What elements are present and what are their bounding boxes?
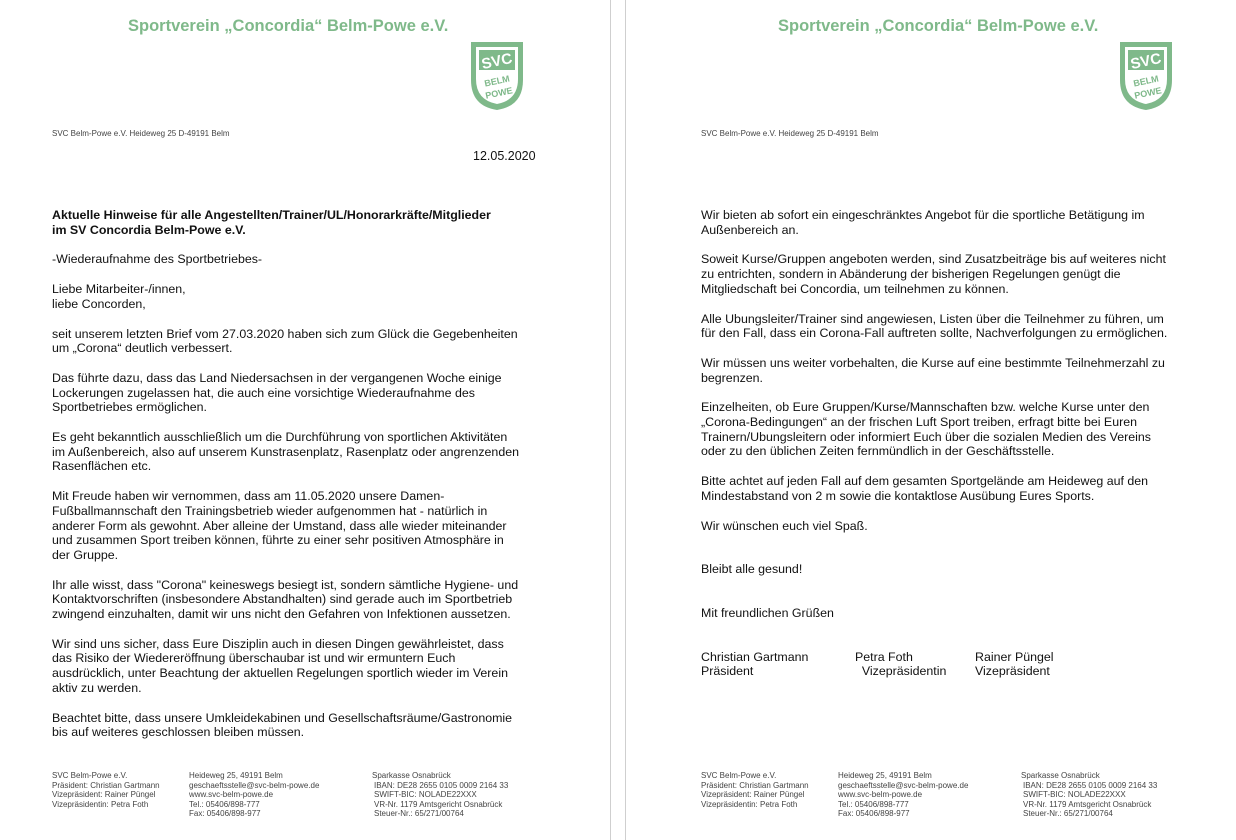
footer-line: Heideweg 25, 49191 Belm — [838, 771, 932, 780]
svg-text:POWE: POWE — [484, 85, 514, 101]
paragraph: Soweit Kurse/Gruppen angeboten werden, sind Zusatzbeiträge bis auf weiteres nicht zu entrichten, sondern in Abänderung der bisherigen Regelungen genügt die Mitgliedschaft bei Concordia, um teilnehmen zu können. — [701, 252, 1166, 296]
footer-bank-info — [372, 771, 508, 819]
signature-role: Vizepräsidentin — [855, 664, 947, 679]
footer-email[interactable]: geschaeftsstelle@svc-belm-powe.de — [189, 780, 320, 790]
paragraph: Bitte achtet auf jeden Fall auf dem gesamten Sportgelände am Heideweg auf den Mindestabstand von 2 m sowie die kontaktlose Ausübung Eures Sports. — [701, 474, 1149, 503]
paragraph: Wir sind uns sicher, dass Eure Disziplin auch in diesen Dingen gewährleistet, dass das Risiko der Wiedereröffnung überschaubar ist und wir ermuntern Euch ausdrücklich, unter Beachtung der aktuellen Regelungen sportlich wieder im Verein aktiv zu werden. — [52, 636, 508, 695]
closing-line: Bleibt alle gesund! — [701, 562, 803, 577]
footer-line: Vizepräsidentin: Petra Foth — [52, 799, 149, 809]
paragraph: Mit Freude haben wir vernommen, dass am 11.05.2020 unsere Damen- Fußballmannschaft den Trainingsbetrieb wieder aufgenommen hat - natürlich in anderer Form als gewohnt. Aber alleine der Umstand, dass alle wieder miteinander und zusammen Sport treiben können, führte zu einer sehr positiven Atmosphäre in der Gruppe. — [52, 489, 507, 562]
footer-line: Vizepräsident: Rainer Püngel — [701, 790, 805, 799]
signature-name: Petra Foth — [855, 649, 913, 664]
paragraph: Es geht bekanntlich ausschließlich um die Durchführung von sportlichen Aktivitäten im Außenbereich, also auf unserem Kunstrasenplatz, Rasenplatz oder angrenzenden Rasenflächen etc. — [52, 430, 519, 474]
svg-text:SVC: SVC — [480, 49, 514, 74]
page-separator — [610, 0, 626, 840]
salutation: Liebe Mitarbeiter-/innen, liebe Concorden, — [52, 282, 186, 311]
signature — [701, 650, 855, 679]
footer-line: Präsident: Christian Gartmann — [701, 780, 809, 790]
letter-page-2 — [626, 0, 1236, 840]
paragraph: seit unserem letzten Brief vom 27.03.2020 haben sich zum Glück die Gegebenheiten um „Corona“ deutlich verbessert. — [52, 326, 518, 356]
sender-address-line: SVC Belm-Powe e.V. Heideweg 25 D-49191 Belm — [52, 129, 230, 138]
signature-role: Vizepräsident — [975, 664, 1050, 679]
paragraph: Alle Ubungsleiter/Trainer sind angewiesen, Listen über die Teilnehmer zu führen, um für den Fall, dass ein Corona-Fall auftreten sollte, Nachverfolgungen zu ermöglichen. — [701, 311, 1168, 341]
paragraph: Wir wünschen euch viel Spaß. — [701, 518, 868, 533]
club-title: Sportverein „Concordia“ Belm-Powe e.V. — [778, 17, 1099, 35]
paragraph: Das führte dazu, dass das Land Niedersachsen in der vergangenen Woche einige Lockerungen zugelassen hat, die auch eine vorsichtige Wiederaufnahme des Sportbetriebes ermöglichen. — [52, 370, 502, 415]
paragraph: -Wiederaufnahme des Sportbetriebes- — [52, 252, 263, 267]
svg-text:POWE: POWE — [1133, 85, 1163, 101]
paragraph: Wir bieten ab sofort ein eingeschränktes Angebot für die sportliche Betätigung im Außenbereich an. — [701, 208, 1145, 237]
signature-name: Christian Gartmann — [701, 649, 809, 664]
footer-bank-info — [1021, 771, 1157, 819]
footer-line: Vizepräsidentin: Petra Foth — [701, 799, 798, 809]
footer-line: SWIFT-BIC: NOLADE22XXX — [1023, 790, 1126, 799]
closing-greeting: Mit freundlichen Grüßen — [701, 605, 834, 620]
footer-line: Fax: 05406/898-977 — [838, 809, 910, 818]
footer-line: SWIFT-BIC: NOLADE22XXX — [374, 790, 477, 799]
footer-line: IBAN: DE28 2655 0105 0009 2164 33 — [1023, 780, 1158, 790]
letter-date: 12.05.2020 — [473, 149, 536, 163]
footer-line: Steuer-Nr.: 65/271/00764 — [374, 809, 464, 818]
footer-club-info — [52, 771, 160, 809]
club-logo-icon — [467, 36, 527, 112]
footer-line: IBAN: DE28 2655 0105 0009 2164 33 — [374, 780, 509, 790]
footer-line: VR-Nr. 1179 Amtsgericht Osnabrück — [374, 799, 503, 809]
footer-line: Tel.: 05406/898-777 — [189, 799, 260, 809]
footer-line: Steuer-Nr.: 65/271/00764 — [1023, 809, 1113, 818]
footer-line: Tel.: 05406/898-777 — [838, 799, 909, 809]
footer-contact-info — [838, 771, 968, 819]
footer-website[interactable]: www.svc-belm-powe.de — [838, 790, 923, 799]
letter-page-1 — [0, 0, 610, 840]
footer-website[interactable]: www.svc-belm-powe.de — [189, 790, 274, 799]
signature-role: Präsident — [701, 664, 754, 679]
paragraph: Ihr alle wisst, dass "Corona" keineswegs besiegt ist, sondern sämtliche Hygiene- und Kontaktvorschriften (insbesondere Abstandhalten) sind gerade auch im Sportbetrieb zwingend einzuhalten, damit wir uns nicht den Gefahren von Infektionen aussetzen. — [52, 577, 519, 622]
letter-subject: Aktuelle Hinweise für alle Angestellten/Trainer/UL/Honorarkräfte/Mitglieder im SV Concordia Belm-Powe e.V. — [52, 208, 491, 237]
club-title: Sportverein „Concordia“ Belm-Powe e.V. — [128, 17, 449, 35]
footer-line: Sparkasse Osnabrück — [372, 771, 451, 780]
signature-block — [701, 650, 1206, 679]
sender-address-line: SVC Belm-Powe e.V. Heideweg 25 D-49191 Belm — [701, 129, 879, 138]
footer-club-info — [701, 771, 809, 809]
footer-contact-info — [189, 771, 319, 819]
footer-line: SVC Belm-Powe e.V. — [701, 771, 777, 780]
footer-email[interactable]: geschaeftsstelle@svc-belm-powe.de — [838, 780, 969, 790]
club-logo-icon — [1116, 36, 1176, 112]
signature-name: Rainer Püngel — [975, 649, 1054, 664]
svg-text:BELM: BELM — [483, 73, 511, 89]
footer-line: Heideweg 25, 49191 Belm — [189, 771, 283, 780]
signature — [975, 650, 1054, 679]
footer-line: Präsident: Christian Gartmann — [52, 780, 160, 790]
letter-body — [52, 208, 552, 740]
signature — [855, 650, 975, 679]
footer-line: VR-Nr. 1179 Amtsgericht Osnabrück — [1023, 799, 1152, 809]
paragraph: Einzelheiten, ob Eure Gruppen/Kurse/Mannschaften bzw. welche Kurse unter den „Corona-Bedingungen“ an der frischen Luft Sport treiben, erfragt bitte bei Euren Trainern/Ubungsleitern oder informiert Euch über die sozialen Medien des Vereins oder zu den üblichen Zeiten fernmündlich in der Geschäftsstelle. — [701, 400, 1151, 459]
svg-text:BELM: BELM — [1132, 73, 1160, 89]
svg-text:SVC: SVC — [1129, 49, 1163, 74]
letter-body — [701, 208, 1206, 679]
footer-line: Vizepräsident: Rainer Püngel — [52, 790, 156, 799]
footer-line: Sparkasse Osnabrück — [1021, 771, 1100, 780]
paragraph: Wir müssen uns weiter vorbehalten, die Kurse auf eine bestimmte Teilnehmerzahl zu begrenzen. — [701, 355, 1165, 385]
footer-line: SVC Belm-Powe e.V. — [52, 771, 128, 780]
footer-line: Fax: 05406/898-977 — [189, 809, 261, 818]
paragraph: Beachtet bitte, dass unsere Umkleidekabinen und Gesellschaftsräume/Gastronomie bis auf weiteres geschlossen bleiben müssen. — [52, 710, 513, 740]
